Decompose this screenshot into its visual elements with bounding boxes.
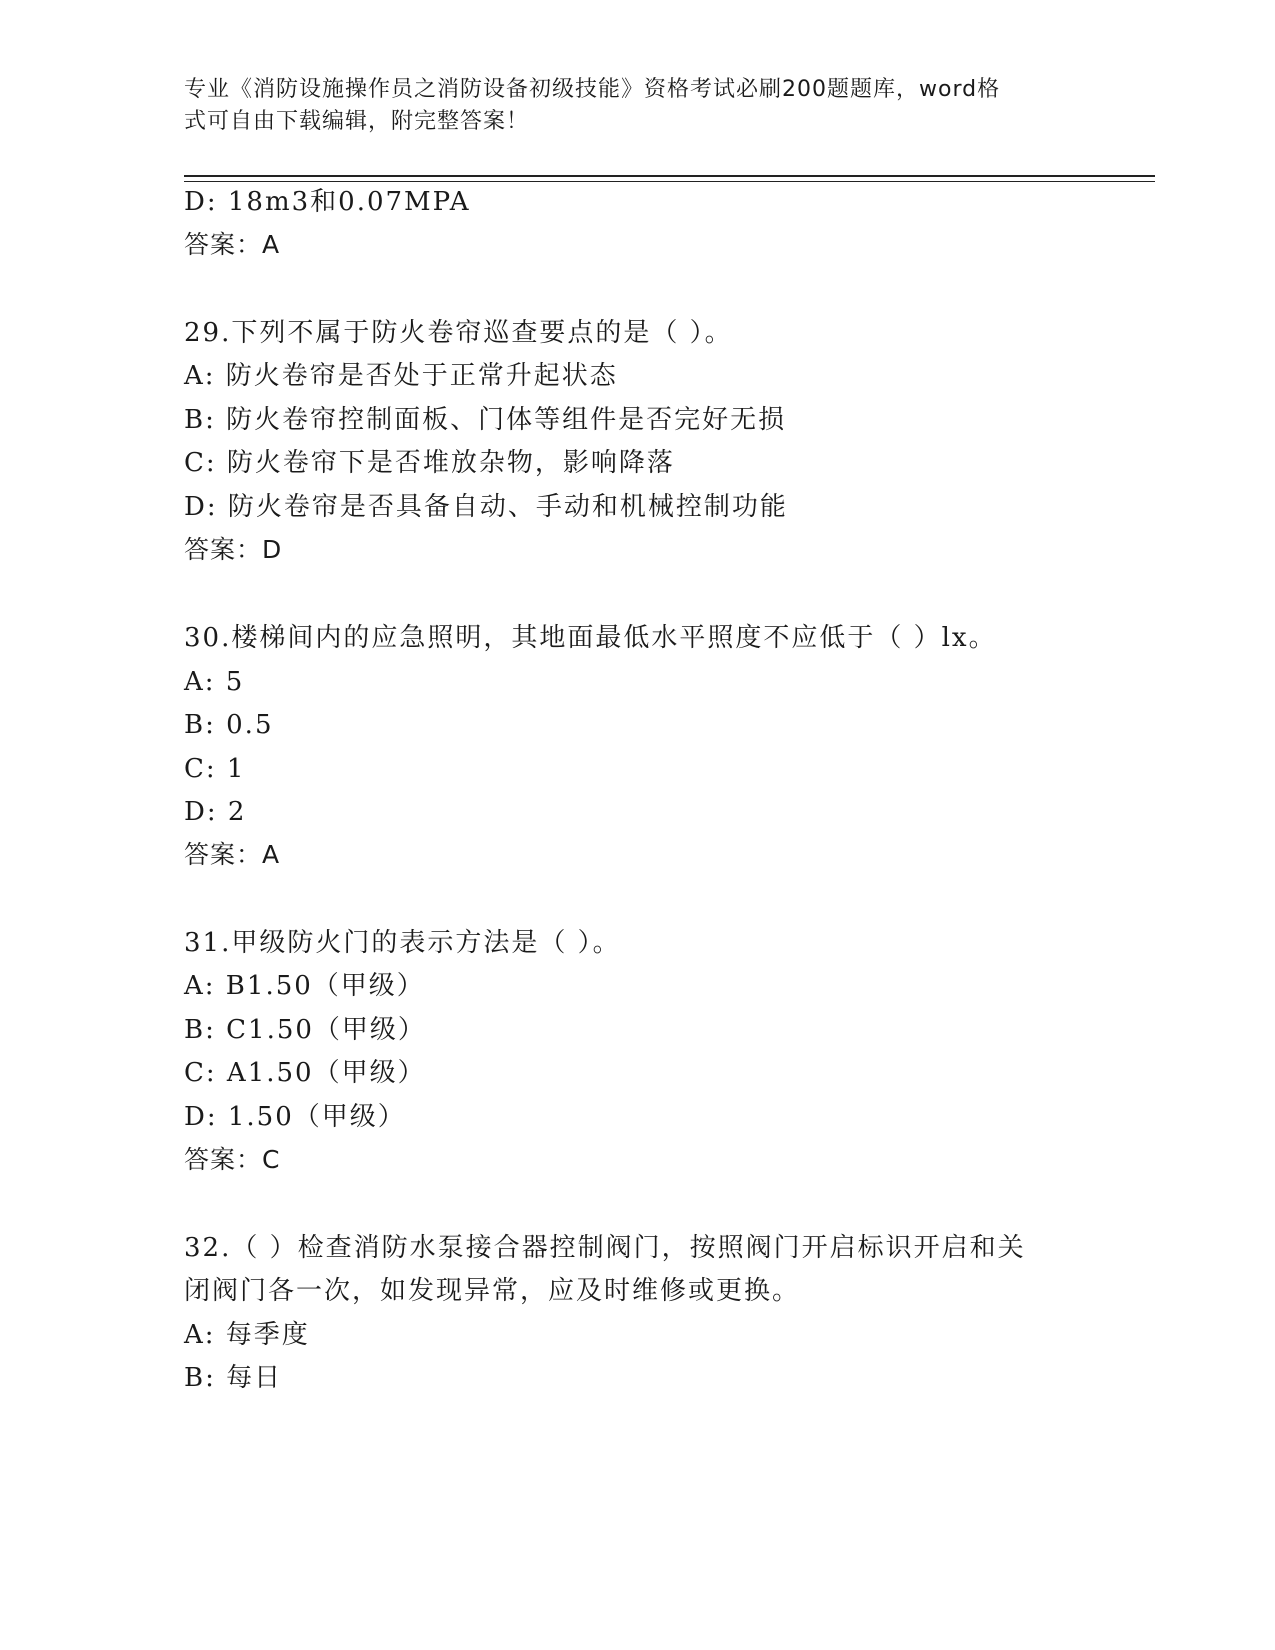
q32-option-b: B: 每日 — [184, 1363, 283, 1393]
q31-question: 31.甲级防火门的表示方法是（ ）。 — [184, 928, 621, 958]
header-title-line-1: 专业《消防设施操作员之消防设备初级技能》资格考试必刷200题题库，word格 — [184, 77, 1001, 102]
q31-option-d: D: 1.50（甲级） — [184, 1102, 406, 1132]
q32-option-a: A: 每季度 — [184, 1320, 310, 1350]
q32-question-line-1: 32.（ ）检查消防水泵接合器控制阀门，按照阀门开启标识开启和关 — [184, 1233, 1026, 1263]
q29-option-a: A: 防火卷帘是否处于正常升起状态 — [184, 361, 618, 391]
q30-answer: 答案：A — [184, 840, 281, 869]
header-divider-thick — [184, 175, 1155, 177]
document-header — [184, 74, 1064, 138]
q29-option-b: B: 防火卷帘控制面板、门体等组件是否完好无损 — [184, 405, 787, 435]
q30-option-b: B: 0.5 — [184, 710, 274, 740]
q31-option-c: C: A1.50（甲级） — [184, 1058, 426, 1088]
q30-option-d: D: 2 — [184, 797, 247, 827]
header-title-line-2: 式可自由下载编辑，附完整答案！ — [184, 109, 530, 134]
q29-question: 29.下列不属于防火卷帘巡查要点的是（ ）。 — [184, 318, 733, 348]
q31-option-b: B: C1.50（甲级） — [184, 1015, 426, 1045]
q31-answer: 答案：C — [184, 1145, 281, 1174]
q30-option-c: C: 1 — [184, 754, 246, 784]
q29-option-d: D: 防火卷帘是否具备自动、手动和机械控制功能 — [184, 492, 788, 522]
header-divider-thin — [184, 181, 1155, 182]
q29-option-c: C: 防火卷帘下是否堆放杂物，影响降落 — [184, 448, 675, 478]
prev-option-d: D: 18m3和0.07MPA — [184, 187, 471, 217]
q30-question: 30.楼梯间内的应急照明，其地面最低水平照度不应低于（ ）lx。 — [184, 623, 997, 653]
q30-option-a: A: 5 — [184, 667, 245, 697]
prev-answer: 答案：A — [184, 230, 281, 259]
q29-answer: 答案：D — [184, 535, 283, 564]
q32-question-line-2: 闭阀门各一次，如发现异常，应及时维修或更换。 — [184, 1276, 801, 1306]
q31-option-a: A: B1.50（甲级） — [184, 971, 425, 1001]
